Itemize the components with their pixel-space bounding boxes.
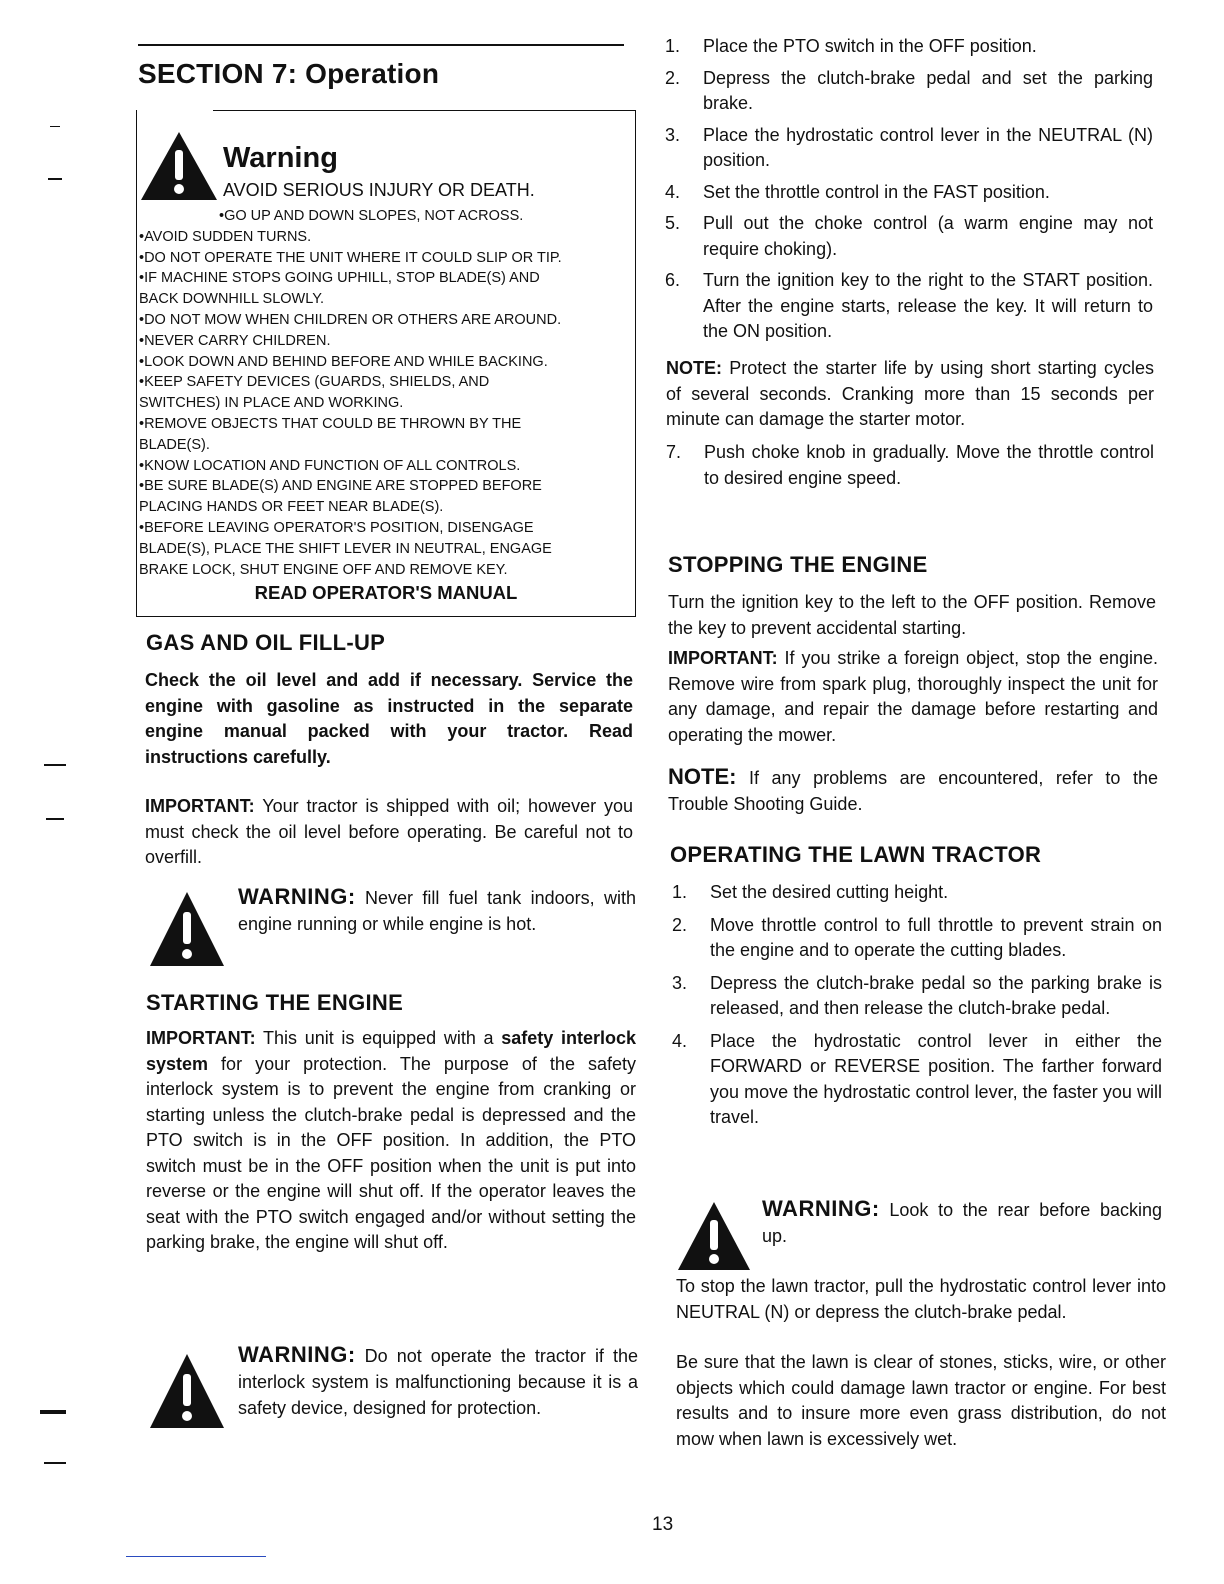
warning-label: WARNING: bbox=[762, 1196, 880, 1221]
warning-label: WARNING: bbox=[238, 1342, 356, 1367]
warning-label: WARNING: bbox=[238, 884, 356, 909]
list-item: 3. Depress the clutch-brake pedal so the parking brake is released, and then release the clutch-brake pedal. bbox=[672, 972, 1162, 1018]
list-item: 4. Set the throttle control in the FAST position. bbox=[665, 181, 1050, 202]
margin-mark bbox=[44, 764, 66, 766]
starting-heading: STARTING THE ENGINE bbox=[146, 990, 404, 1015]
list-item: 6. Turn the ignition key to the right to the START position. After the engine starts, release the key. It will return to the ON position. bbox=[665, 270, 1153, 341]
operating-heading: OPERATING THE LAWN TRACTOR bbox=[670, 842, 1042, 867]
gas-oil-instructions: Check the oil level and add if necessary. Service the engine with gasoline as instructed in the separate engine manual packed with your tractor. Read instructions carefully. bbox=[145, 670, 633, 767]
lawn-clear-text: Be sure that the lawn is clear of stones, sticks, wire, or other objects which could damage lawn tractor or engine. For best results and to insure more even grass distribution, do not mow when lawn is excessively wet. bbox=[676, 1352, 1166, 1449]
margin-mark bbox=[50, 126, 60, 127]
warning-text: Look to the rear before backing up. bbox=[762, 1200, 1162, 1246]
warning-line: BACK DOWNHILL SLOWLY. bbox=[139, 291, 325, 308]
starter-note bbox=[666, 356, 1154, 433]
list-item: 3. Place the hydrostatic control lever in the NEUTRAL (N) position. bbox=[665, 124, 1153, 170]
list-item: 1. Place the PTO switch in the OFF position. bbox=[665, 36, 1037, 56]
warning-line: •DO NOT OPERATE THE UNIT WHERE IT COULD SLIP OR TIP. bbox=[139, 249, 562, 266]
warning-line: •KNOW LOCATION AND FUNCTION OF ALL CONTROLS. bbox=[139, 457, 521, 474]
note-label: NOTE: bbox=[668, 764, 737, 789]
gas-oil-heading: GAS AND OIL FILL-UP bbox=[146, 630, 386, 655]
warning-line: •NEVER CARRY CHILDREN. bbox=[139, 332, 331, 349]
warning-line: •GO UP AND DOWN SLOPES, NOT ACROSS. bbox=[219, 208, 524, 224]
warning-line: SWITCHES) IN PLACE AND WORKING. bbox=[139, 395, 404, 412]
stopping-important bbox=[668, 646, 1158, 748]
start-step-7 bbox=[666, 440, 1154, 491]
stop-tractor-text: To stop the lawn tractor, pull the hydrostatic control lever into NEUTRAL (N) or depress the clutch-brake pedal. bbox=[676, 1276, 1166, 1322]
list-item: 1. Set the desired cutting height. bbox=[672, 882, 949, 902]
backing-warning bbox=[676, 1194, 1162, 1274]
warning-line: •REMOVE OBJECTS THAT COULD BE THROWN BY THE bbox=[139, 415, 522, 432]
top-rule bbox=[138, 44, 624, 46]
important-text: If you strike a foreign object, stop the engine. Remove wire from spark plug, thoroughly inspect the unit for any damage, and repair the damage before restarting and operating the mower. bbox=[668, 648, 1158, 745]
warning-box-subtitle: AVOID SERIOUS INJURY OR DEATH. bbox=[223, 180, 535, 200]
warning-box-title: Warning bbox=[223, 142, 338, 174]
warning-box-top-border bbox=[213, 110, 635, 111]
important-text: Your tractor is shipped with oil; however you must check the oil level before operating. Be careful not to overfill. bbox=[145, 796, 633, 867]
interlock-warning bbox=[148, 1340, 640, 1450]
warning-text: Never fill fuel tank indoors, with engine running or while engine is hot. bbox=[238, 888, 636, 934]
warning-triangle-icon bbox=[139, 130, 219, 207]
operating-steps-list bbox=[672, 880, 1162, 1131]
warning-line: BLADE(S). bbox=[139, 436, 210, 453]
list-item: 5. Pull out the choke control (a warm engine may not require choking). bbox=[665, 213, 1153, 259]
warning-line: BLADE(S), PLACE THE SHIFT LEVER IN NEUTRAL, ENGAGE bbox=[139, 540, 552, 557]
warning-line: •IF MACHINE STOPS GOING UPHILL, STOP BLADE(S) AND bbox=[139, 270, 540, 287]
list-item: 2. Move throttle control to full throttle to prevent strain on the engine and to operate the cutting blades. bbox=[672, 914, 1162, 960]
note-label: NOTE: bbox=[666, 358, 722, 378]
note-text: If any problems are encountered, refer to the Trouble Shooting Guide. bbox=[668, 768, 1158, 814]
list-item: 4. Place the hydrostatic control lever in either the FORWARD or REVERSE position. The farther forward you move the hydrostatic control lever, the faster you will travel. bbox=[672, 1030, 1162, 1127]
margin-mark bbox=[44, 1462, 66, 1464]
warning-line: •KEEP SAFETY DEVICES (GUARDS, SHIELDS, AND bbox=[139, 374, 490, 391]
warning-line: •DO NOT MOW WHEN CHILDREN OR OTHERS ARE AROUND. bbox=[139, 311, 562, 328]
backing-warning-text bbox=[762, 1196, 1162, 1249]
bottom-rule bbox=[126, 1556, 266, 1557]
warning-line: •AVOID SUDDEN TURNS. bbox=[139, 228, 312, 245]
warning-text: Do not operate the tractor if the interlock system is malfunctioning because it is a safety device, designed for protection. bbox=[238, 1346, 638, 1418]
list-item: 2. Depress the clutch-brake pedal and set the parking brake. bbox=[665, 67, 1153, 113]
warning-box-list bbox=[139, 206, 633, 580]
warning-box-footer: READ OPERATOR'S MANUAL bbox=[254, 582, 518, 603]
start-steps-list bbox=[665, 34, 1153, 345]
stopping-note bbox=[668, 764, 1158, 817]
interlock-warning-text bbox=[238, 1342, 638, 1421]
list-item: 7. Push choke knob in gradually. Move the throttle control to desired engine speed. bbox=[666, 442, 1154, 488]
stopping-heading: STOPPING THE ENGINE bbox=[668, 552, 928, 577]
warning-line: BRAKE LOCK, SHUT ENGINE OFF AND REMOVE KEY. bbox=[139, 561, 508, 578]
warning-line: •LOOK DOWN AND BEHIND BEFORE AND WHILE BACKING. bbox=[139, 353, 548, 370]
important-label: IMPORTANT: bbox=[145, 796, 255, 816]
fuel-warning-text bbox=[238, 884, 636, 937]
gas-oil-important bbox=[145, 794, 633, 871]
note-text: Protect the starter life by using short starting cycles of several seconds. Cranking more than 15 seconds per minute can damage the starter motor. bbox=[666, 358, 1154, 429]
starting-text-a: This unit is equipped with a bbox=[255, 1028, 502, 1048]
margin-mark bbox=[48, 178, 62, 180]
fuel-warning bbox=[148, 880, 638, 970]
starting-text-b: for your protection. The purpose of the safety interlock system is to prevent the engine from cranking or starting unless the clutch-brake pedal is depressed and the PTO switch is in the OFF position. In addition, the PTO switch must be in the OFF position when the unit is put into reverse or the engine will shut off. If the operator leaves the seat with the PTO switch engaged and/or without setting the parking brake, the engine will shut off. bbox=[146, 1053, 636, 1252]
warning-line: •BEFORE LEAVING OPERATOR'S POSITION, DISENGAGE bbox=[139, 519, 534, 536]
safety-interlock-phrase: safety interlock system bbox=[146, 1028, 636, 1074]
margin-mark bbox=[46, 818, 64, 820]
warning-box bbox=[136, 110, 636, 617]
warning-line: •BE SURE BLADE(S) AND ENGINE ARE STOPPED BEFORE bbox=[139, 478, 542, 495]
important-label: IMPORTANT: bbox=[146, 1028, 256, 1048]
section-title: SECTION 7: Operation bbox=[138, 58, 440, 89]
warning-line: PLACING HANDS OR FEET NEAR BLADE(S). bbox=[139, 499, 444, 516]
margin-mark bbox=[40, 1410, 66, 1414]
page-number: 13 bbox=[652, 1514, 674, 1535]
important-label: IMPORTANT: bbox=[668, 648, 778, 668]
stopping-text: Turn the ignition key to the left to the OFF position. Remove the key to prevent accidental starting. bbox=[668, 592, 1156, 638]
starting-important bbox=[146, 1026, 636, 1256]
